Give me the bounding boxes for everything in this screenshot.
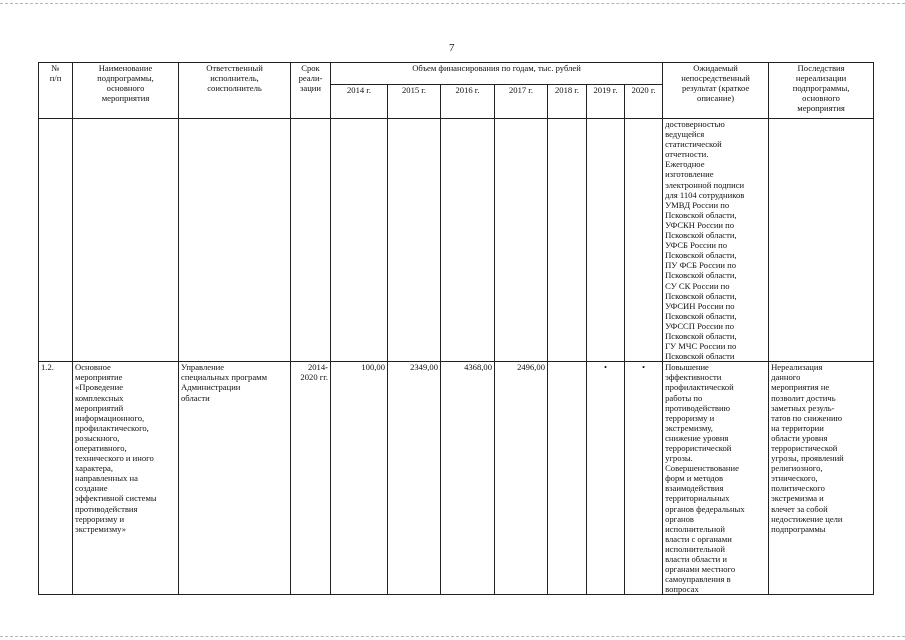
row-value-2017 — [495, 119, 548, 362]
row-value-2017: 2496,00 — [495, 362, 548, 595]
header-year-2014: 2014 г. — [331, 85, 388, 119]
header-name: Наименование подпрограммы, основного мероприятия — [73, 63, 179, 119]
row-consequences — [769, 119, 874, 362]
row-result: достоверностью ведущейся статистической отчетности. Ежегодное изготовление электронной подписи для 1104 сотрудников УМВД России по Псковской области, УФСКН России по Псковской области, УФСБ России по Псковской области, ПУ ФСБ России по Псковской области, СУ СК России по Псковской области, УФСИН России по Псковской области, УФССП России по Псковской области, ГУ МЧС России по Псковской области — [663, 119, 769, 362]
row-responsible — [179, 119, 291, 362]
row-value-2019: • — [587, 362, 625, 595]
table-row — [39, 119, 874, 362]
header-year-2016: 2016 г. — [441, 85, 495, 119]
header-financing: Объем финансирования по годам, тыс. рублей — [331, 63, 663, 85]
row-value-2019 — [587, 119, 625, 362]
row-result: Повышение эффективности профилактической работы по противодействию терроризму и экстремизму, снижение уровня террористической угрозы. Совершенствование форм и методов взаимодействия территориальных органов федеральных органов исполнительной власти с органами исполнительной власти области и органами местного самоуправления в вопросах — [663, 362, 769, 595]
row-consequences: Нереализация данного мероприятия не позволит достичь заметных резуль- татов по снижению на территории области уровня террористической угрозы, проявлений религиозного, этнического, политического экстремизма и влечет за собой недостижение цели подпрограммы — [769, 362, 874, 595]
row-num: 1.2. — [39, 362, 73, 595]
header-result: Ожидаемый непосредственный результат (краткое описание) — [663, 63, 769, 119]
header-year-2019: 2019 г. — [587, 85, 625, 119]
row-value-2015 — [388, 119, 441, 362]
financing-table — [38, 62, 874, 595]
scan-edge-bottom — [0, 636, 905, 637]
page-number: 7 — [449, 42, 455, 54]
row-value-2015: 2349,00 — [388, 362, 441, 595]
row-name: Основное мероприятие «Проведение комплексных мероприятий информационного, профилактического, розыскного, оперативного, технического и иного характера, направленных на создание эффективной системы противодействия терроризму и экстремизму» — [73, 362, 179, 595]
row-value-2020 — [625, 119, 663, 362]
header-row-top — [39, 63, 874, 85]
header-consequences: Последствия нереализации подпрограммы, основного мероприятия — [769, 63, 874, 119]
row-value-2016: 4368,00 — [441, 362, 495, 595]
row-term — [291, 119, 331, 362]
table-row — [39, 362, 874, 595]
header-num: № п/п — [39, 63, 73, 119]
header-responsible: Ответственный исполнитель, соисполнитель — [179, 63, 291, 119]
header-year-2015: 2015 г. — [388, 85, 441, 119]
scan-edge-top — [0, 3, 905, 4]
row-value-2020: • — [625, 362, 663, 595]
row-name — [73, 119, 179, 362]
header-year-2018: 2018 г. — [548, 85, 587, 119]
row-value-2016 — [441, 119, 495, 362]
row-num — [39, 119, 73, 362]
header-term: Срок реали- зации — [291, 63, 331, 119]
row-responsible: Управление специальных программ Администрации области — [179, 362, 291, 595]
row-value-2018 — [548, 119, 587, 362]
row-term: 2014- 2020 гг. — [291, 362, 331, 595]
row-value-2014 — [331, 119, 388, 362]
header-year-2020: 2020 г. — [625, 85, 663, 119]
row-value-2014: 100,00 — [331, 362, 388, 595]
row-value-2018 — [548, 362, 587, 595]
header-year-2017: 2017 г. — [495, 85, 548, 119]
